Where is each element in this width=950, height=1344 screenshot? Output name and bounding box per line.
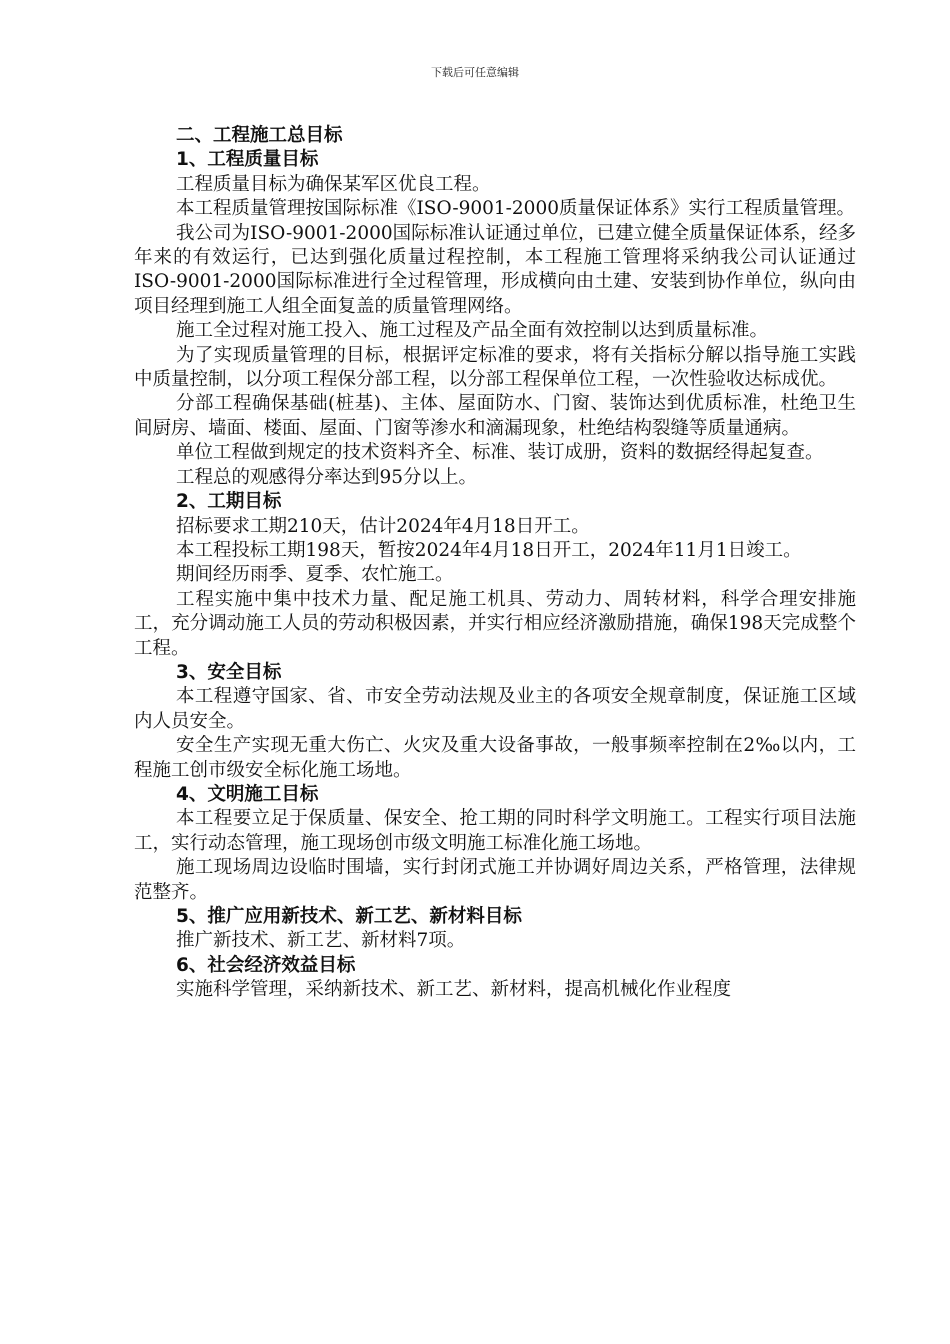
- body-paragraph: 本工程投标工期198天，暂按2024年4月18日开工，2024年11月1日竣工。: [176, 539, 802, 561]
- subsection-heading: 3、安全目标: [176, 661, 282, 683]
- page-header-note: 下载后可任意编辑: [431, 66, 519, 79]
- body-paragraph: 施工现场周边设临时围墙，实行封闭式施工并协调好周边关系，严格管理，法律规范整齐。: [134, 857, 856, 903]
- body-paragraph: 工程总的观感得分率达到95分以上。: [176, 466, 478, 488]
- body-paragraph: 本工程要立足于保质量、保安全、抢工期的同时科学文明施工。工程实行项目法施工，实行动态管理，施工现场创市级文明施工标准化施工场地。: [134, 808, 856, 854]
- body-paragraph: 为了实现质量管理的目标，根据评定标准的要求，将有关指标分解以指导施工实践中质量控制，以分项工程保分部工程，以分部工程保单位工程，一次性验收达标成优。: [134, 344, 856, 391]
- body-paragraph: 工程质量目标为确保某军区优良工程。: [176, 173, 491, 195]
- subsection-heading: 1、工程质量目标: [176, 149, 319, 171]
- body-paragraph: 实施科学管理，采纳新技术、新工艺、新材料，提高机械化作业程度: [176, 979, 732, 1001]
- body-paragraph: 推广新技术、新工艺、新材料7项。: [176, 930, 466, 952]
- body-paragraph: 招标要求工期210天，估计2024年4月18日开工。: [176, 515, 590, 537]
- section-heading: 二、工程施工总目标: [176, 125, 343, 146]
- subsection-heading: 2、工期目标: [176, 491, 282, 513]
- subsection-heading: 4、文明施工目标: [176, 783, 319, 805]
- subsection-heading: 5、推广应用新技术、新工艺、新材料目标: [176, 906, 522, 927]
- body-paragraph: 安全生产实现无重大伤亡、火灾及重大设备事故，一般事频率控制在2‰以内，工程施工创市级安全标化施工场地。: [134, 735, 856, 781]
- body-paragraph: 期间经历雨季、夏季、农忙施工。: [176, 564, 454, 586]
- body-paragraph: 工程实施中集中技术力量、配足施工机具、劳动力、周转材料，科学合理安排施工，充分调动施工人员的劳动积极因素，并实行相应经济激励措施，确保198天完成整个工程。: [134, 588, 856, 659]
- document-body: [134, 124, 856, 1003]
- body-paragraph: 施工全过程对施工投入、施工过程及产品全面有效控制以达到质量标准。: [176, 320, 769, 342]
- body-paragraph: 本工程质量管理按国际标准《ISO-9001-2000质量保证体系》实行工程质量管理。: [176, 198, 855, 220]
- body-paragraph: 本工程遵守国家、省、市安全劳动法规及业主的各项安全规章制度，保证施工区域内人员安全。: [134, 686, 856, 732]
- body-paragraph: 单位工程做到规定的技术资料齐全、标准、装订成册，资料的数据经得起复查。: [176, 442, 824, 464]
- body-paragraph: 我公司为ISO-9001-2000国际标准认证通过单位，已建立健全质量保证体系，经多年来的有效运行，已达到强化质量过程控制，本工程施工管理将采纳我公司认证通过ISO-9001-2000国际标准进行全过程管理，形成横向由土建、安装到协作单位，纵向由项目经理到施工人组全面复盖的质量管理网络。: [134, 222, 856, 317]
- body-paragraph: 分部工程确保基础(桩基)、主体、屋面防水、门窗、装饰达到优质标准，杜绝卫生间厨房、墙面、楼面、屋面、门窗等渗水和滴漏现象，杜绝结构裂缝等质量通病。: [134, 393, 856, 439]
- subsection-heading: 6、社会经济效益目标: [176, 954, 356, 976]
